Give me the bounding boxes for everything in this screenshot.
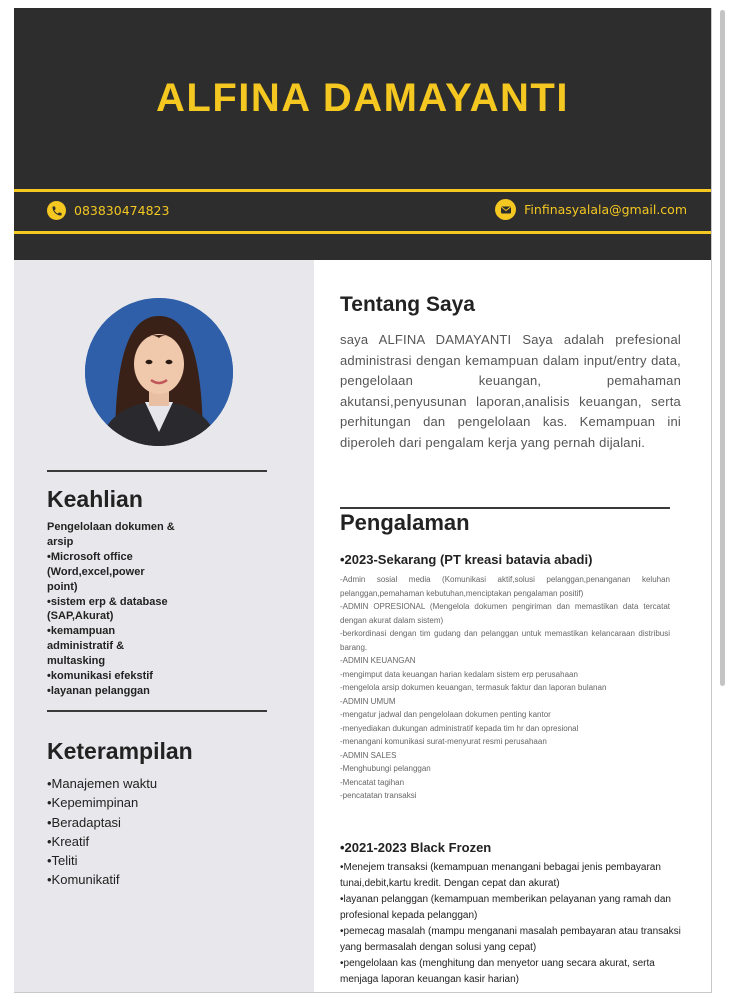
- detail-line: -mengatur jadwal dan pengelolaan dokumen penting kantor: [340, 710, 551, 719]
- detail-line: -menangani komunikasi surat-menyurat resmi perusahaan: [340, 737, 547, 746]
- skill-line: •kemampuan: [47, 625, 116, 638]
- phone-contact: [47, 201, 169, 220]
- sidebar-divider: [47, 710, 267, 712]
- trait-item: •Kreatif: [47, 833, 90, 849]
- detail-line: -menyediakan dukungan administratif kepada tim hr dan opresional: [340, 723, 579, 733]
- job-title: •2023-Sekarang (PT kreasi batavia abadi): [340, 552, 593, 567]
- detail-line: -berkordinasi dengan tim gudang dan pelanggan untuk memastikan kelancaraan distribusi barang.: [340, 629, 670, 652]
- job-details: [340, 573, 670, 803]
- skill-line: multasking: [47, 655, 106, 668]
- trait-item: •Beradaptasi: [47, 814, 121, 830]
- trait-item: •Manajemen waktu: [47, 776, 158, 791]
- detail-line: -Mencatat tagihan: [340, 777, 405, 787]
- detail-line: -ADMIN KEUANGAN: [340, 656, 416, 665]
- skills-list: [47, 520, 217, 699]
- profile-photo: [85, 298, 233, 446]
- detail-line: -ADMIN SALES: [340, 750, 397, 760]
- skill-line: (Word,excel,power: [47, 565, 145, 578]
- phone-icon: [47, 201, 66, 220]
- detail-line: -Menghubungi pelanggan: [340, 764, 431, 773]
- email-contact: [495, 199, 687, 220]
- trait-item: •Kepemimpinan: [47, 795, 139, 811]
- email-address: Finfinasyalala@gmail.com: [524, 202, 687, 217]
- detail-line: •pengelolaan kas (menghitung dan menyetor uang secara akurat, serta menjaga laporan keuangan kasir harian): [340, 958, 655, 985]
- scrollbar[interactable]: [720, 10, 725, 686]
- trait-item: •Komunikatif: [47, 872, 120, 888]
- detail-line: •pemecag masalah (mampu menganani masalah pembayaran atau transaksi yang bermasalah dengan solusi yang cepat): [340, 926, 681, 953]
- job-details: [340, 860, 685, 988]
- detail-line: -mengelola arsip dokumen keuangan, termasuk faktur dan laporan bulanan: [340, 683, 607, 692]
- email-icon: [495, 199, 516, 220]
- skill-line: •Microsoft office: [47, 550, 133, 563]
- detail-line: -pencatatan transaksi: [340, 791, 417, 800]
- main-divider: [340, 507, 670, 509]
- about-text: saya ALFINA DAMAYANTI Saya adalah prefesional administrasi dengan kemampuan dalam input/entry data, pengelolaan keuangan, pemahaman akutansi,penyusunan laporan,analisis keuangan, serta perhitungan dan pengelolaan kas. Kemampuan ini diperoleh dari pengalam kerja yang pernah dijalani.: [340, 332, 681, 450]
- skill-line: Pengelolaan dokumen &: [47, 521, 175, 533]
- main-content: [314, 260, 711, 992]
- skills-heading: Keahlian: [47, 486, 143, 512]
- resume-header: [14, 8, 711, 260]
- traits-heading: Keterampilan: [47, 738, 193, 764]
- job-title: •2021-2023 Black Frozen: [340, 840, 492, 855]
- skill-line: point): [47, 580, 78, 593]
- detail-line: -Admin sosial media (Komunikasi aktif,solusi pelanggan,penanganan keluhan pelanggan,pemahaman kebutuhan,menciptakan pengalaman positif): [340, 575, 670, 598]
- detail-line: -ADMIN UMUM: [340, 696, 396, 706]
- experience-heading: Pengalaman: [340, 510, 470, 535]
- skill-line: arsip: [47, 535, 74, 548]
- full-name: ALFINA DAMAYANTI: [156, 76, 569, 120]
- about-heading: Tentang Saya: [340, 293, 475, 316]
- detail-line: •layanan pelanggan (kemampuan memberikan pelayanan yang ramah dan profesional kepada pelanggan): [340, 894, 671, 921]
- skill-line: •layanan pelanggan: [47, 684, 150, 697]
- traits-list: [47, 774, 157, 890]
- resume-page: [14, 8, 712, 993]
- skill-line: •sistem erp & database: [47, 595, 168, 608]
- skill-line: •komunikasi efekstif: [47, 670, 153, 683]
- sidebar-divider: [47, 470, 267, 472]
- skill-line: (SAP,Akurat): [47, 610, 114, 623]
- skill-line: administratif &: [47, 640, 125, 653]
- detail-line: •Menejem transaksi (kemampuan menangani bebagai jenis pembayaran tunai,debit,kartu kredit. Dengan cepat dan akurat): [340, 862, 661, 889]
- trait-item: •Teliti: [47, 853, 78, 869]
- header-divider-top: [14, 189, 711, 192]
- detail-line: -ADMIN OPRESIONAL (Mengelola dokumen pengiriman dan memastikan data tercatat dengan akurat dalam sistem): [340, 602, 670, 625]
- phone-number: 083830474823: [74, 203, 170, 218]
- sidebar: [14, 260, 314, 992]
- header-divider-bottom: [14, 231, 711, 234]
- detail-line: -mengimput data keuangan harian kedalam sistem erp perusahaan: [340, 669, 578, 679]
